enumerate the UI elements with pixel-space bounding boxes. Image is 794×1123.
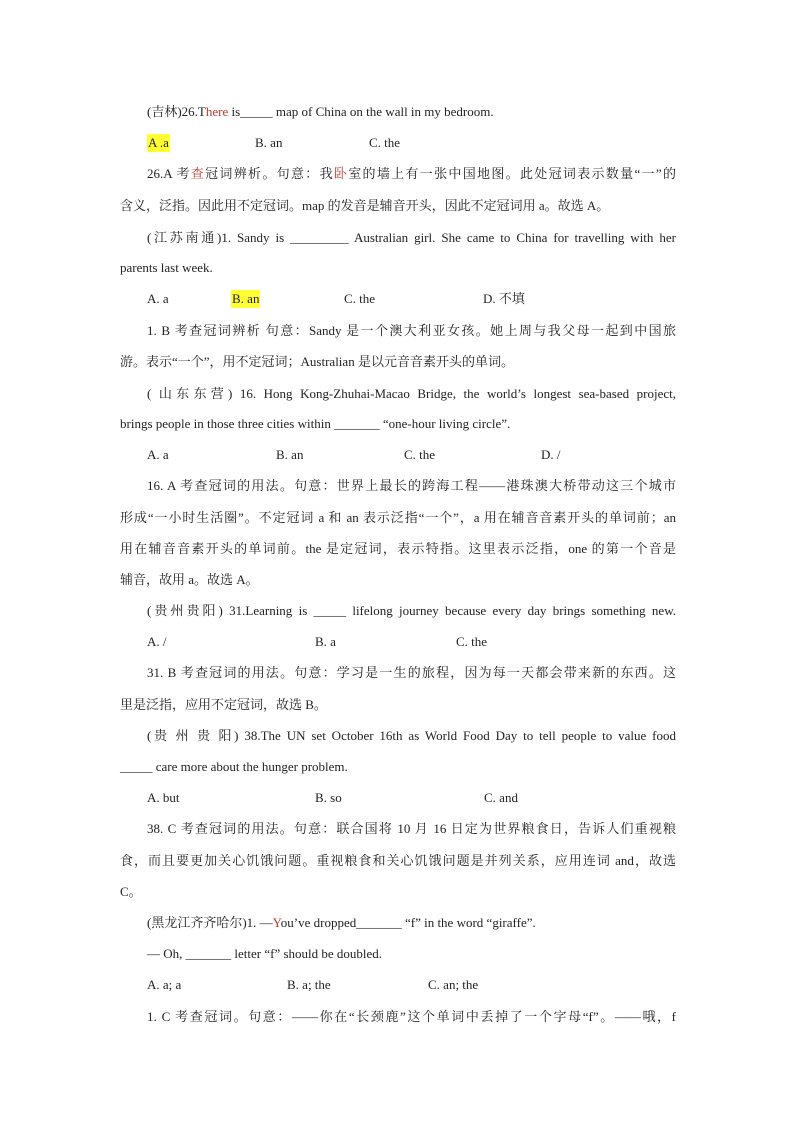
option-b: B. a; the (287, 977, 331, 992)
option-d: D. / (541, 447, 561, 462)
answer-31-line-2: 里是泛指，应用不定冠词，故选 B。 (120, 697, 327, 712)
answer-16-line-4: 辅音，故用 a。故选 A。 (120, 572, 259, 587)
option-c: C. the (456, 634, 488, 649)
option-c: C. the (404, 447, 436, 462)
option-a: A. a (147, 291, 169, 306)
option-c: C. the (344, 291, 376, 306)
option-a: A. / (147, 634, 167, 649)
question-qiqihar-line-2: — Oh, _______ letter “f” should be doubled. (147, 946, 383, 961)
option-b: B. so (315, 790, 342, 805)
option-d: D. 不填 (483, 291, 525, 306)
option-c: C. and (484, 790, 518, 805)
answer-16-line-3: 用在辅音音素开头的单词前。the 是定冠词，表示特指。这里表示泛指，one 的第一个音是 (120, 541, 676, 556)
question-16-line-2: brings people in those three cities within _______ “one-hour living circle”. (120, 416, 511, 431)
option-b: B. an (276, 447, 304, 462)
answer-38-line-3: C。 (120, 884, 142, 899)
answer-31-line-1: 31. B 考查冠词的用法。句意：学习是一生的旅程，因为每一天都会带来新的东西。这 (147, 665, 676, 680)
answer-26-line-2: 含义，泛指。因此用不定冠词。map 的发音是辅音开头，因此不定冠词用 a。故选 A。 (120, 198, 610, 213)
answer-16-line-2: 形成“一小时生活圈”。不定冠词 a 和 an 表示泛指“一个”，a 用在辅音音素开头的单词前；an (120, 510, 676, 525)
answer-nantong-line-2: 游。表示“一个”，用不定冠词；Australian 是以元音音素开头的单词。 (120, 354, 514, 369)
question-nantong-line-2: parents last week. (120, 260, 213, 275)
answer-38-line-1: 38. C 考查冠词的用法。句意：联合国将 10 月 16 日定为世界粮食日，告诉人们重视粮 (147, 821, 676, 836)
question-qiqihar-line-1: (黑龙江齐齐哈尔)1. —You’ve dropped_______ “f” in the word “giraffe”. (147, 915, 536, 930)
question-31-line-1: (贵州贵阳) 31.Learning is _____ lifelong journey because every day brings something new. (147, 603, 676, 618)
question-38-line-1: (贵 州 贵 阳) 38.The UN set October 16th as World Food Day to tell people to value food (147, 728, 676, 743)
option-b: B. a (315, 634, 336, 649)
question-16-line-1: ( 山东东营) 16. Hong Kong-Zhuhai-Macao Bridge, the world’s longest sea-based project, (147, 386, 676, 401)
option-c: C. the (369, 135, 401, 150)
answer-16-line-1: 16. A 考查冠词的用法。句意：世界上最长的跨海工程——港珠澳大桥带动这三个城市 (147, 478, 676, 493)
option-c: C. an; the (428, 977, 479, 992)
answer-qiqihar-line-1: 1. C 考查冠词。句意：——你在“长颈鹿”这个单词中丢掉了一个字母“f”。——哦，f (147, 1009, 676, 1024)
option-b: B. an (255, 135, 283, 150)
question-26-stem: (吉林)26.There is_____ map of China on the wall in my bedroom. (147, 104, 494, 119)
answer-26-line-1: 26.A 考查冠词辨析。句意：我卧室的墙上有一张中国地图。此处冠词表示数量“一”的 (147, 166, 676, 181)
option-a: A. a (147, 447, 169, 462)
option-b-highlighted: B. an (232, 291, 260, 306)
answer-nantong-line-1: 1. B 考查冠词辨析 句意：Sandy 是一个澳大利亚女孩。她上周与我父母一起到中国旅 (147, 323, 676, 338)
option-a: A. a; a (147, 977, 182, 992)
option-a: A. but (147, 790, 180, 805)
option-a-highlighted: A .a (148, 135, 169, 150)
question-nantong-line-1: (江苏南通)1. Sandy is _________ Australian girl. She came to China for travelling with her (147, 230, 676, 245)
answer-38-line-2: 食，而且要更加关心饥饿问题。重视粮食和关心饥饿问题是并列关系，应用连词 and，故选 (120, 853, 676, 868)
question-38-line-2: _____ care more about the hunger problem. (120, 759, 348, 774)
